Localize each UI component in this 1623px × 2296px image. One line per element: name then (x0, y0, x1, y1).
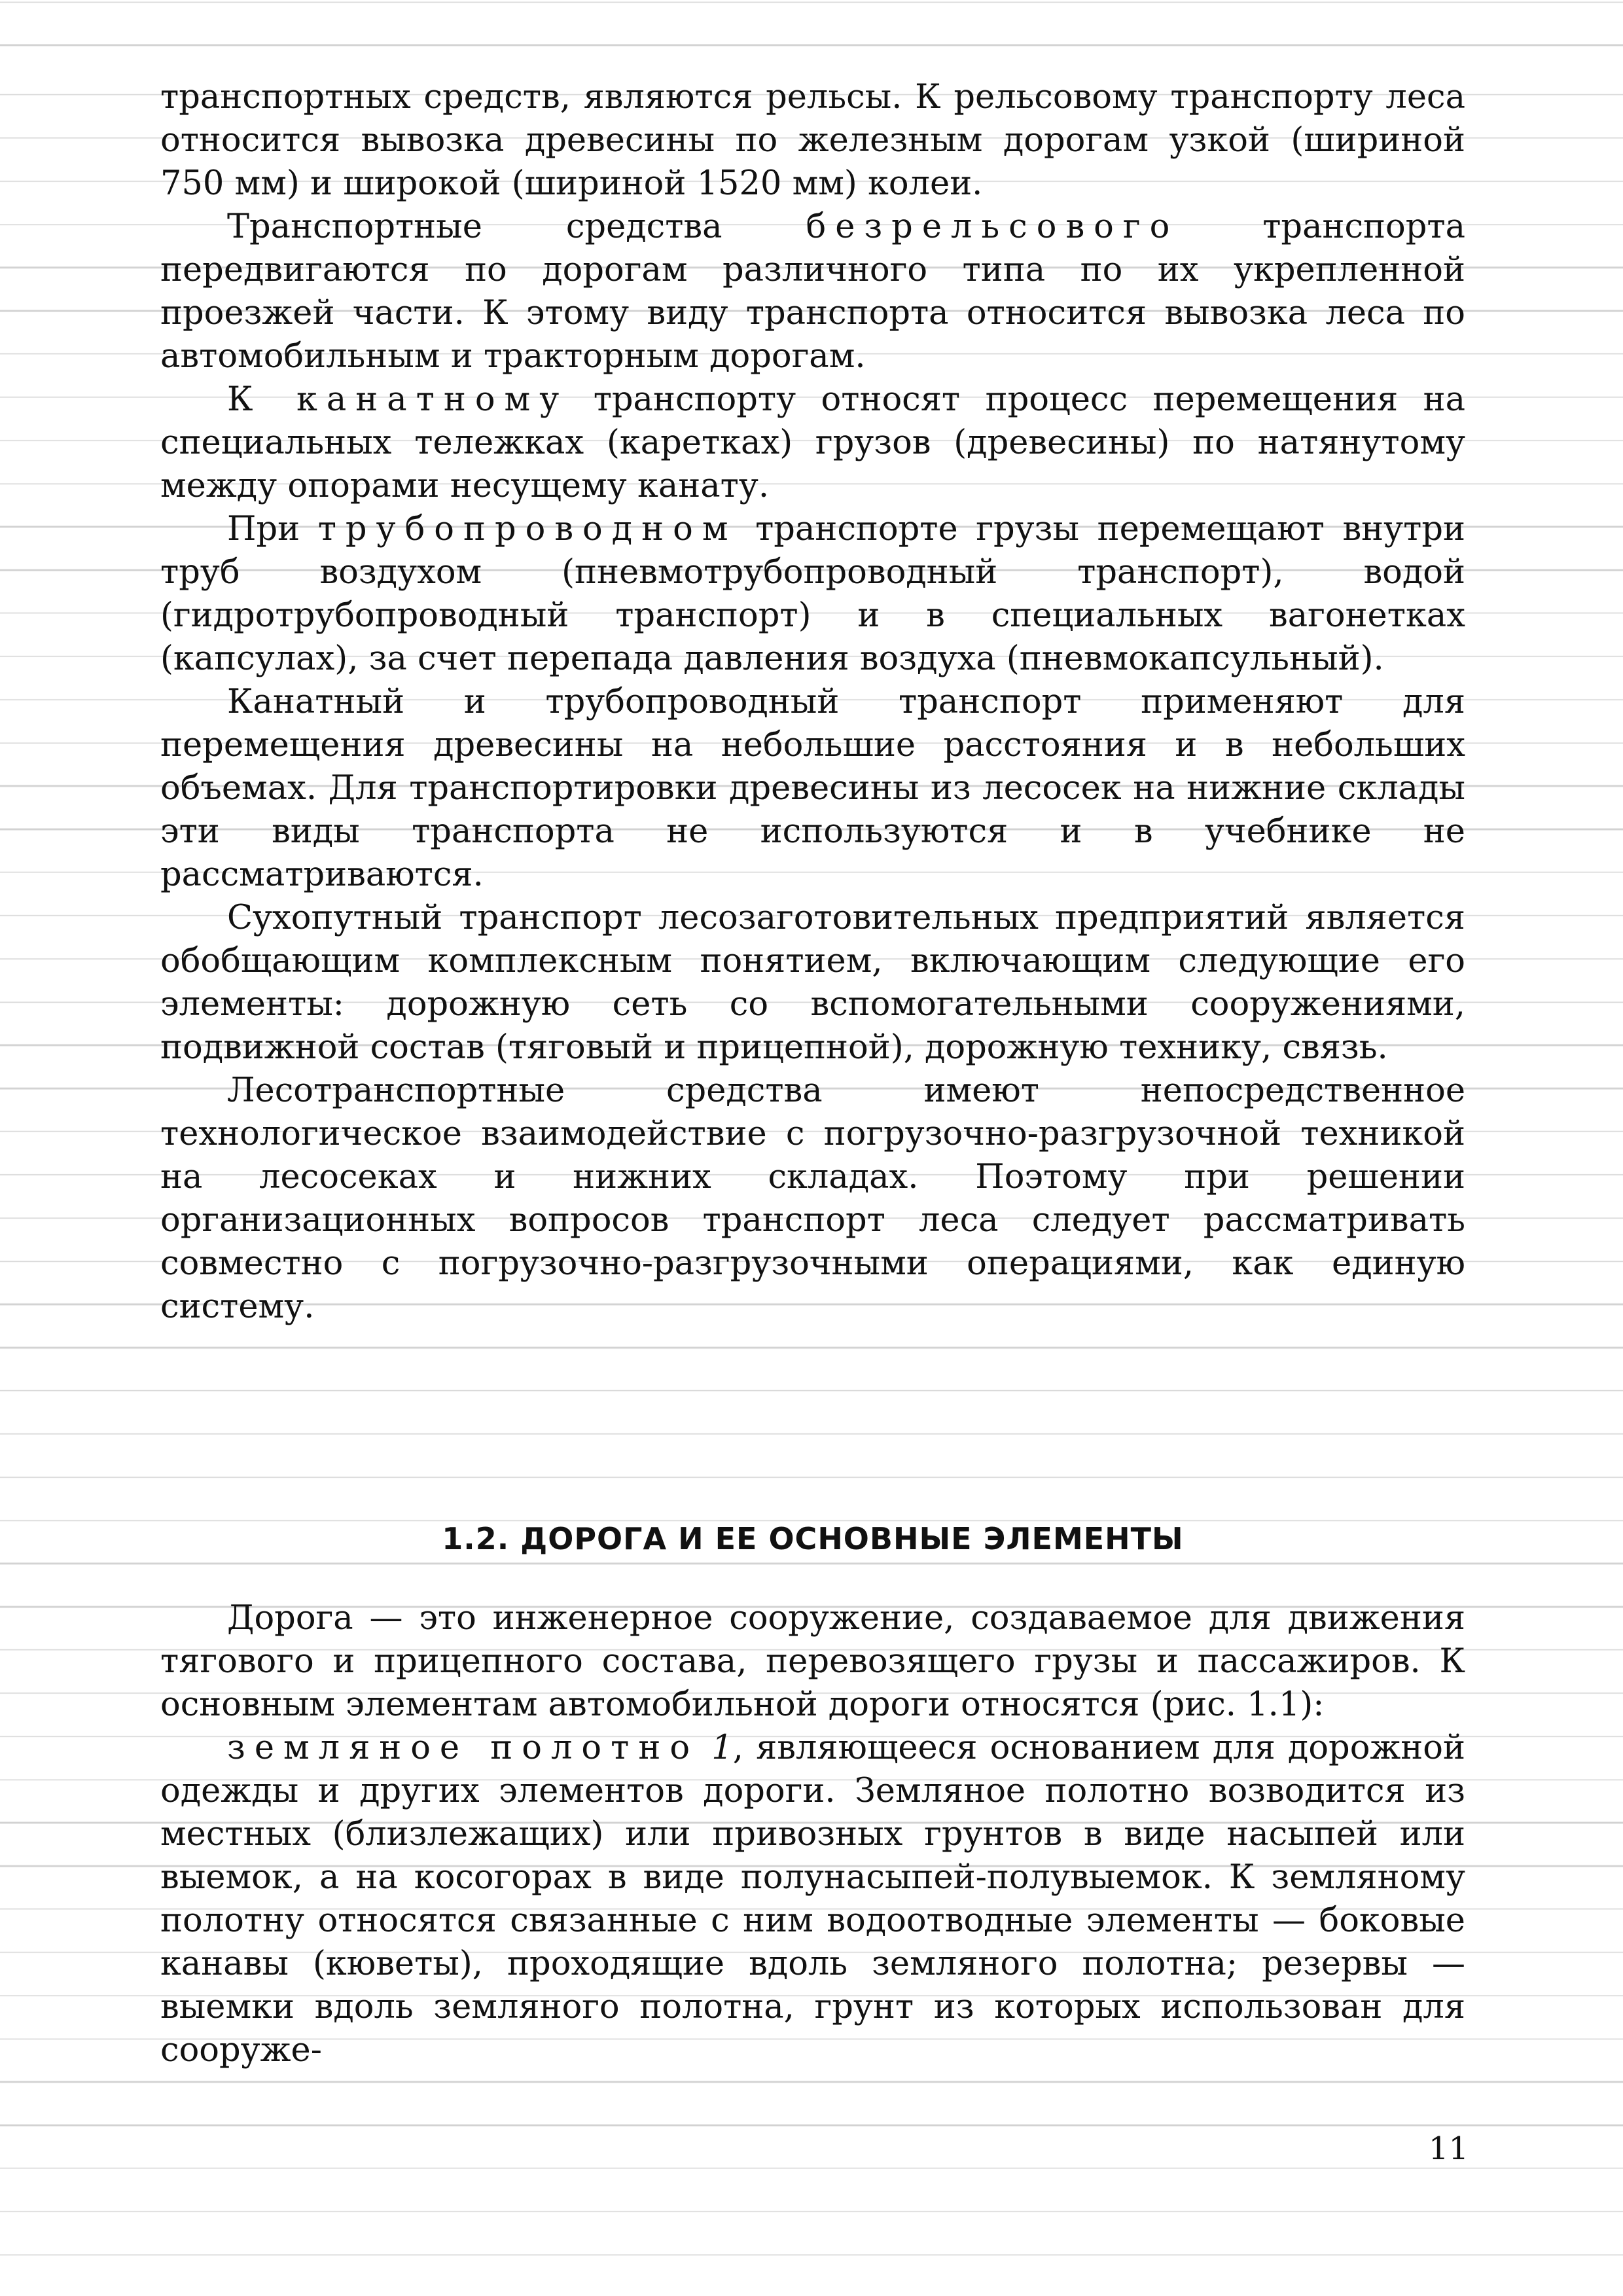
paragraph-text: При (227, 510, 318, 548)
paragraph-trackless-transport (160, 206, 1465, 378)
page-number: 11 (1428, 2130, 1469, 2167)
paragraph-text: Дорога — это инженерное сооружение, создаваемое для движения тягового и прицепного состава, перевозящего грузы и пассажиров. К основным элементам автомобильной дороги относятся (рис. 1.1): (160, 1599, 1465, 1724)
paragraph-text: Лесотранспортные средства имеют непосредственное технологическое взаимодействие с погрузочно-разгрузочной техникой на лесосеках и нижних складах. Поэтому при решении организационных вопросов транспорт леса следует рассматривать совместно с погрузочно-разгрузочными операциями, как единую систему. (160, 1071, 1465, 1326)
paragraph-text: , являющееся основанием для дорожной одежды и других элементов дороги. Земляное полотно возводится из местных (близлежащих) или привозных грунтов в виде насыпей или выемок, а на косогорах в виде полунасыпей-полувыемок. К земляному полотну относятся связанные с ним водоотводные элементы — боковые канавы (кюветы), проходящие вдоль земляного полотна; резервы — выемки вдоль земляного полотна, грунт из которых использован для сооруже- (160, 1729, 1465, 2070)
paragraph-road-definition (160, 1597, 1465, 1727)
figure-reference-number: 1 (699, 1729, 733, 1767)
paragraph-roadbed (160, 1727, 1465, 2072)
upper-text-block (160, 76, 1465, 1329)
spaced-term: безрельсового (806, 207, 1179, 246)
section-heading: 1.2. ДОРОГА И ЕЕ ОСНОВНЫЕ ЭЛЕМЕНТЫ (442, 1521, 1184, 1556)
spaced-term: трубопроводном (317, 510, 738, 548)
paragraph-pipeline-transport (160, 508, 1465, 681)
paragraph-text: Сухопутный транспорт лесозаготовительных предприятий является обобщающим комплексным понятием, включающим следующие его элементы: дорожную сеть со вспомогательными сооружениями, подвижной состав (тяговый и прицепной), дорожную технику, связь. (160, 899, 1465, 1067)
paragraph-cable-and-pipeline (160, 681, 1465, 897)
spaced-term: земляное полотно (227, 1729, 700, 1767)
paragraph-text: транспорту относят процесс перемещения на специальных тележках (каретках) грузов (древесины) по натянутому между опорами несущему канату. (160, 380, 1465, 505)
spaced-term: К канатному (227, 380, 569, 419)
paragraph-cable-transport (160, 378, 1465, 508)
paragraph-text: транспорте грузы перемещают внутри труб воздухом (пневмотрубопроводный транспорт), водой (гидротрубопроводный транспорт) и в специальных вагонетках (капсулах), за счет перепада давления воздуха (пневмокапсульный). (160, 510, 1466, 678)
paragraph-text: Транспортные средства (227, 207, 806, 246)
paragraph-text: транспортных средств, являются рельсы. К рельсовому транспорту леса относится вывозка древесины по железным дорогам узкой (шириной 750 мм) и широкой (шириной 1520 мм) колеи. (160, 78, 1465, 203)
lower-text-block (160, 1597, 1465, 2072)
paragraph-text: транспорта передвигаются по дорогам различного типа по их укрепленной проезжей части. К этому виду транспорта относится вывозка леса по автомобильным и тракторным дорогам. (160, 207, 1466, 376)
paragraph-text: Канатный и трубопроводный транспорт применяют для перемещения древесины на небольшие расстояния и в небольших объемах. Для транспортировки древесины из лесосек на нижние склады эти виды транспорта не используются и в учебнике не рассматриваются. (160, 683, 1465, 894)
paragraph-land-transport (160, 897, 1465, 1069)
paragraph-rail-transport (160, 76, 1465, 206)
paragraph-forest-transport-means (160, 1069, 1465, 1329)
